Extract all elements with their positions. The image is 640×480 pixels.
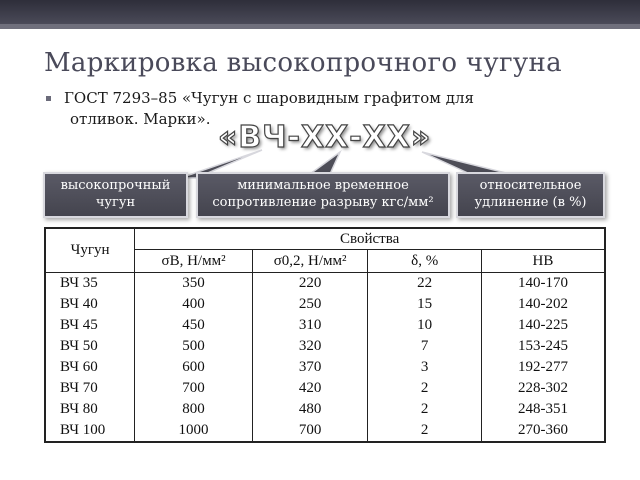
properties-table-wrap <box>44 227 606 452</box>
table-cell: 2 <box>368 378 482 399</box>
table-cell: 250 <box>252 294 368 315</box>
header-properties: Свойства <box>135 228 605 250</box>
header-cast-iron: Чугун <box>45 228 135 273</box>
callout-elongation: относительное удлинение (в %) <box>456 172 605 218</box>
table-cell: 10 <box>368 315 482 336</box>
table-cell: 248-351 <box>481 399 605 420</box>
table-cell: 153-245 <box>481 336 605 357</box>
table-cell: 140-202 <box>481 294 605 315</box>
table-cell: 270-360 <box>481 420 605 442</box>
table-cell: 480 <box>252 399 368 420</box>
table-row <box>45 420 605 442</box>
table-cell: ВЧ 40 <box>45 294 135 315</box>
table-cell: 15 <box>368 294 482 315</box>
table-cell: 22 <box>368 273 482 295</box>
table-cell: 500 <box>135 336 253 357</box>
table-cell: 192-277 <box>481 357 605 378</box>
table-cell: ВЧ 45 <box>45 315 135 336</box>
table-row <box>45 399 605 420</box>
gost-bullet-line1: ГОСТ 7293–85 «Чугун с шаровидным графитом для <box>64 89 474 107</box>
table-cell: ВЧ 80 <box>45 399 135 420</box>
callout-tensile-strength: минимальное временное сопротивление разрыву кгс/мм² <box>196 172 450 218</box>
table-cell: 400 <box>135 294 253 315</box>
table-cell: 140-170 <box>481 273 605 295</box>
table-cell: 420 <box>252 378 368 399</box>
table-cell: ВЧ 50 <box>45 336 135 357</box>
table-cell: 600 <box>135 357 253 378</box>
table-cell: 800 <box>135 399 253 420</box>
table-cell: 7 <box>368 336 482 357</box>
table-cell: 700 <box>135 378 253 399</box>
table-cell: ВЧ 35 <box>45 273 135 295</box>
table-cell: ВЧ 60 <box>45 357 135 378</box>
table-cell: 228-302 <box>481 378 605 399</box>
table-cell: 1000 <box>135 420 253 442</box>
header-col-sigma-b: σB, Н/мм² <box>135 250 253 273</box>
header-col-delta: δ, % <box>368 250 482 273</box>
table-cell: 350 <box>135 273 253 295</box>
callout-2-pointer <box>310 152 340 174</box>
table-cell: 370 <box>252 357 368 378</box>
header-col-hb: НВ <box>481 250 605 273</box>
table-cell: 3 <box>368 357 482 378</box>
marking-formula: «ВЧ-ХХ-ХХ» <box>218 120 432 155</box>
callout-high-strength: высокопрочный чугун <box>43 172 188 218</box>
table-cell: 310 <box>252 315 368 336</box>
header-col-sigma-02: σ0,2, Н/мм² <box>252 250 368 273</box>
callout-3-pointer <box>422 152 510 174</box>
table-row <box>45 315 605 336</box>
table-cell: ВЧ 100 <box>45 420 135 442</box>
table-row <box>45 294 605 315</box>
table-row <box>45 357 605 378</box>
table-cell: 220 <box>252 273 368 295</box>
table-row <box>45 336 605 357</box>
table-cell: 2 <box>368 420 482 442</box>
table-row <box>45 273 605 295</box>
table-cell: ВЧ 70 <box>45 378 135 399</box>
table-row <box>45 378 605 399</box>
gost-bullet-line2: отливок. Марки». <box>70 110 211 128</box>
table-cell: 320 <box>252 336 368 357</box>
table-cell: 450 <box>135 315 253 336</box>
properties-table <box>44 227 606 443</box>
table-cell: 700 <box>252 420 368 442</box>
table-cell: 140-225 <box>481 315 605 336</box>
slide-title: Маркировка высокопрочного чугуна <box>44 48 562 78</box>
table-cell: 2 <box>368 399 482 420</box>
